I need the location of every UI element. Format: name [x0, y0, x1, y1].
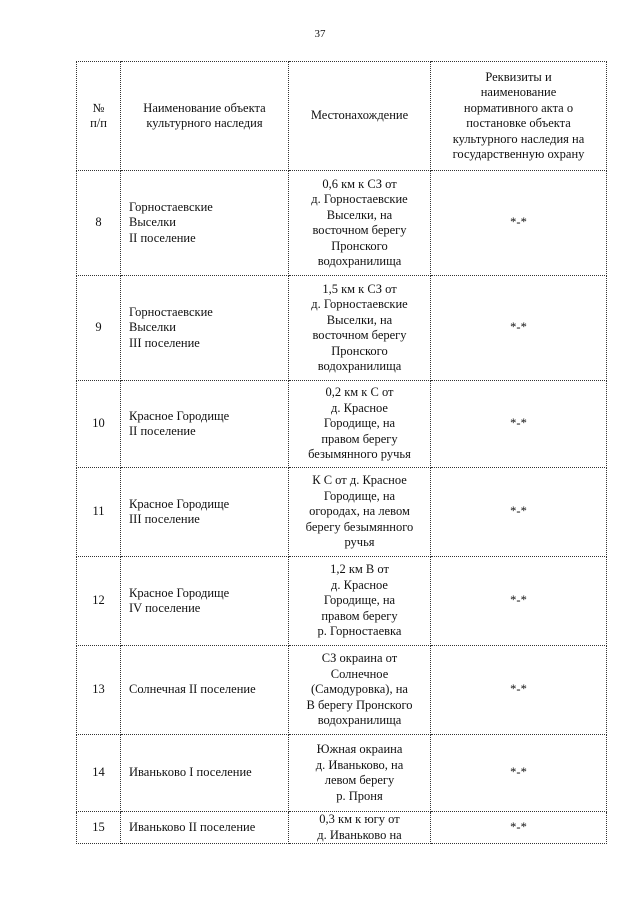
row-number: 15 — [77, 812, 121, 844]
location-line: Выселки, на — [326, 312, 393, 327]
location-line: Пронского — [331, 343, 388, 358]
location-line: д. Горностаевские — [311, 192, 408, 206]
location-line: восточном берегу — [312, 223, 407, 237]
requisites-cell: *-* — [431, 468, 607, 557]
location-line: СЗ окраина от — [321, 651, 398, 666]
table-row — [77, 381, 607, 468]
location-line: ручья — [344, 535, 375, 550]
object-name-line: Горностаевские — [129, 199, 213, 214]
table-row — [77, 557, 607, 646]
header-line: Наименование объекта — [143, 100, 266, 115]
location-line: водохранилища — [317, 254, 402, 268]
location-line: д. Иваньково на — [317, 827, 402, 842]
location-line: д. Красное — [331, 577, 388, 592]
requisites-cell: *-* — [431, 171, 607, 276]
object-name-cell — [121, 171, 289, 276]
object-name-line: Иванькoво I поселение — [129, 765, 252, 780]
object-name-cell — [121, 735, 289, 812]
location-line: левом берегу — [324, 773, 395, 787]
object-name-line: Солнечная II поселение — [129, 682, 256, 697]
requisites-cell: *-* — [431, 557, 607, 646]
header-requisites — [431, 62, 607, 171]
object-name-cell — [121, 381, 289, 468]
location-cell — [289, 171, 431, 276]
location-line: Городище, на — [323, 488, 396, 503]
row-number: 13 — [77, 646, 121, 735]
header-line: постановке объекта — [466, 116, 571, 130]
location-cell — [289, 735, 431, 812]
location-line: правом берегу — [321, 608, 398, 623]
location-line: 1,2 км В от — [330, 562, 389, 577]
header-line: нормативного акта о — [463, 100, 574, 115]
object-name-line: Горностаевские — [129, 304, 213, 319]
page-number: 37 — [314, 28, 326, 40]
requisites-cell: *-* — [431, 646, 607, 735]
requisites-cell: *-* — [431, 381, 607, 468]
table-row — [77, 276, 607, 381]
table-row — [77, 171, 607, 276]
heritage-objects-table — [76, 61, 607, 844]
location-line: д. Иваньково, на — [315, 757, 404, 772]
location-cell — [289, 276, 431, 381]
object-name-line: Выселки — [129, 215, 176, 230]
row-number: 9 — [77, 276, 121, 381]
table-row — [77, 646, 607, 735]
location-line: В берегу Пронского — [306, 697, 413, 712]
location-cell — [289, 812, 431, 844]
location-line: 0,3 км к югу от — [319, 812, 400, 826]
header-line: культурного наследия — [146, 116, 263, 130]
requisites-cell: *-* — [431, 276, 607, 381]
row-number: 10 — [77, 381, 121, 468]
location-line: Городище, на — [323, 593, 396, 608]
location-line: д. Красное — [331, 400, 388, 415]
object-name-cell — [121, 557, 289, 646]
location-line: огородах, на левом — [309, 504, 410, 519]
location-line: Пронского — [331, 238, 388, 253]
object-name-line: III поселение — [129, 335, 200, 350]
header-object-name — [121, 62, 289, 171]
requisites-cell: *-* — [431, 812, 607, 844]
object-name-line: II поселение — [129, 230, 196, 245]
object-name-line: II поселение — [129, 424, 196, 438]
header-line: п/п — [90, 116, 107, 130]
table-header-row — [77, 62, 607, 171]
header-line: наименование — [480, 85, 557, 99]
object-name-line: Выселки — [129, 320, 176, 335]
object-name-line: Красное Городище — [129, 585, 230, 600]
header-line: Реквизиты и — [485, 69, 552, 84]
location-cell — [289, 381, 431, 468]
location-line: безымянного ручья — [308, 447, 411, 462]
object-name-cell — [121, 468, 289, 557]
object-name-line: Красное Городище — [129, 408, 230, 423]
header-line: культурного наследия на — [452, 131, 585, 146]
location-line: берегу безымянного — [305, 519, 414, 534]
location-line: К С от д. Красное — [312, 473, 407, 488]
header-line: государственную охрану — [452, 147, 585, 161]
table-body — [77, 171, 607, 844]
location-cell — [289, 646, 431, 735]
header-line: Местонахождение — [310, 108, 409, 123]
row-number: 8 — [77, 171, 121, 276]
location-line: Солнечное — [330, 666, 389, 681]
header-number — [77, 62, 121, 171]
object-name-cell — [121, 646, 289, 735]
location-line: правом берегу — [321, 431, 398, 446]
location-line: водохранилища — [317, 713, 402, 728]
row-number: 11 — [77, 468, 121, 557]
location-cell — [289, 557, 431, 646]
location-line: Выселки, на — [326, 207, 393, 222]
table-row — [77, 812, 607, 844]
location-line: д. Горностаевские — [311, 297, 408, 311]
location-line: восточном берегу — [312, 328, 407, 342]
location-line: р. Проня — [336, 788, 383, 803]
row-number: 12 — [77, 557, 121, 646]
object-name-cell — [121, 276, 289, 381]
object-name-line: Красное Городище — [129, 496, 230, 511]
object-name-cell — [121, 812, 289, 844]
location-line: р. Горностаевка — [317, 624, 402, 639]
table-row — [77, 735, 607, 812]
location-line: (Самодуровка), на — [311, 682, 408, 697]
table-row — [77, 468, 607, 557]
header-location — [289, 62, 431, 171]
location-line: Городище, на — [323, 416, 396, 431]
object-name-line: Иваньково II поселение — [129, 819, 256, 834]
object-name-line: III поселение — [129, 512, 200, 526]
row-number: 14 — [77, 735, 121, 812]
location-line: 0,2 км к С от — [325, 385, 394, 400]
requisites-cell: *-* — [431, 735, 607, 812]
location-line: 0,6 км к СЗ от — [322, 176, 397, 191]
object-name-line: IV поселение — [129, 601, 201, 615]
location-cell — [289, 468, 431, 557]
location-line: водохранилища — [317, 359, 402, 373]
location-line: Южная окраина — [316, 742, 403, 756]
location-line: 1,5 км к СЗ от — [322, 281, 397, 296]
header-line: № — [92, 100, 105, 115]
